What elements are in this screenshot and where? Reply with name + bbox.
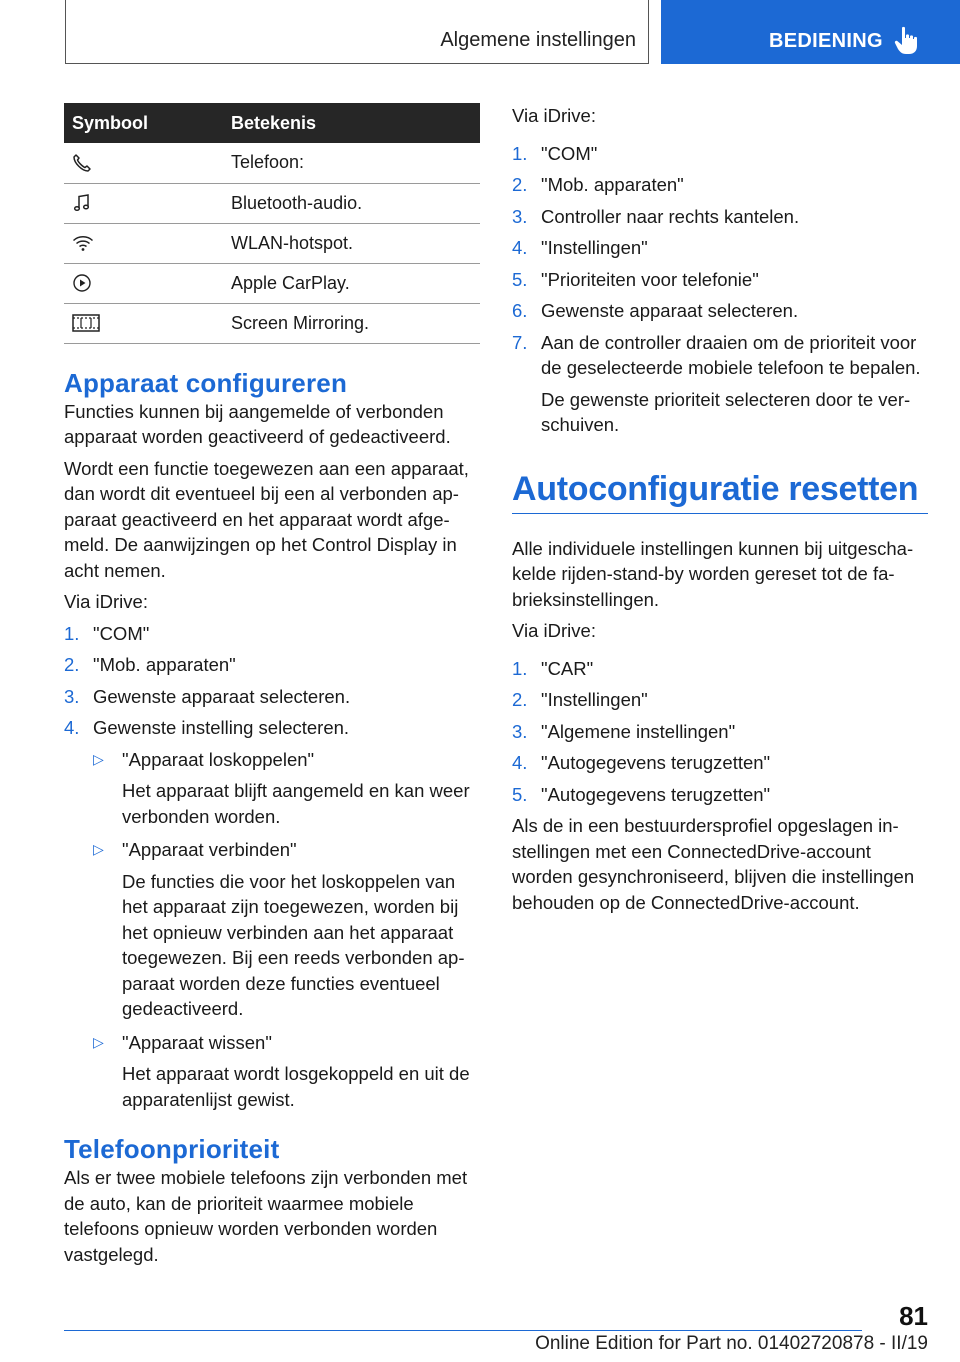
list-item <box>512 298 928 324</box>
step-text: Controller naar rechts kantelen. <box>541 205 800 227</box>
triangle-bullet-icon: ▷ <box>93 750 104 767</box>
meaning-cell: Apple CarPlay. <box>231 263 480 303</box>
reset-steps <box>512 656 928 808</box>
symbol-table <box>64 103 480 344</box>
step-number: 6. <box>512 300 528 321</box>
table-row <box>64 303 480 343</box>
step-number: 4. <box>64 717 80 738</box>
reset-via-idrive: Via iDrive: <box>512 620 596 641</box>
step-number: 2. <box>512 174 528 195</box>
wifi-icon <box>72 233 94 253</box>
meaning-cell: Telefoon: <box>231 143 480 183</box>
step-text: "Autogegevens terugzetten" <box>541 783 771 805</box>
reset-paragraph-2: Als de in een bestuurdersprofiel opgeslagen instellingen met een ConnectedDrive-account worden gesynchroniseerd, blijven die instellingen behouden op de ConnectedDrive-account. <box>512 815 915 913</box>
list-item <box>512 172 928 198</box>
configure-heading: Apparaat configureren <box>64 367 348 398</box>
option-label: "Apparaat verbinden" <box>122 839 297 860</box>
carplay-icon <box>72 273 92 293</box>
reset-heading: Autoconfiguratie resetten <box>512 469 919 508</box>
step-text: "Mob. apparaten" <box>93 654 236 675</box>
list-item <box>93 837 480 1022</box>
symbol-cell <box>64 263 231 303</box>
left-column <box>64 103 480 1267</box>
list-item <box>512 687 928 713</box>
list-item <box>512 267 928 293</box>
footer-rule <box>64 1330 862 1331</box>
heading-rule <box>512 513 928 514</box>
triangle-bullet-icon: ▷ <box>93 1033 104 1050</box>
symbol-table-header-row <box>64 103 480 143</box>
step-number: 1. <box>512 142 528 164</box>
list-item <box>93 747 480 830</box>
step-extra-text: De gewenste prioriteit selecteren door te verschuiven. <box>541 388 911 435</box>
meaning-cell: WLAN-hotspot. <box>231 223 480 263</box>
meaning-cell: Bluetooth-audio. <box>231 183 480 223</box>
header-divider <box>648 0 649 64</box>
list-item <box>64 684 480 710</box>
configure-paragraph-2: Wordt een functie toegewezen aan een apparaat, dan wordt dit eventueel bij een al verbonden apparaat geactiveerd en het apparaat wordt afgemeld. De aanwijzingen op het Control Display in acht nemen. <box>64 457 469 581</box>
screen-mirroring-icon <box>72 313 100 333</box>
step-text: "Mob. apparaten" <box>541 174 684 195</box>
step-number: 2. <box>512 689 528 710</box>
table-row <box>64 223 480 263</box>
step-text: "Instellingen" <box>541 237 648 258</box>
step-number: 3. <box>64 685 80 707</box>
table-row <box>64 183 480 223</box>
list-item <box>512 656 928 682</box>
page-number: 81 <box>899 1301 928 1331</box>
symbol-cell <box>64 303 231 343</box>
priority-heading: Telefoonprioriteit <box>64 1134 280 1164</box>
list-item <box>512 204 928 230</box>
list-item <box>512 141 928 167</box>
configure-steps <box>64 621 480 741</box>
header-bottom-rule <box>65 63 649 64</box>
option-label: "Apparaat wissen" <box>122 1031 272 1053</box>
option-description: Het apparaat blijft aangemeld en kan weer verbonden worden. <box>122 780 470 827</box>
column-header-symbol: Symbool <box>64 103 231 143</box>
list-item <box>512 235 928 261</box>
step-text: Gewenste apparaat selecteren. <box>541 300 799 321</box>
header-section-title: Algemene instellingen <box>440 29 636 51</box>
priority-steps <box>512 141 928 438</box>
phone-icon <box>72 153 92 173</box>
step-text: "COM" <box>541 142 598 164</box>
chapter-tab <box>661 0 960 64</box>
right-column <box>512 103 928 915</box>
configure-via-idrive: Via iDrive: <box>64 591 148 612</box>
step-number: 3. <box>512 205 528 227</box>
list-item <box>512 719 928 745</box>
step-text: Gewenste instelling selecteren. <box>93 717 350 738</box>
list-item <box>64 715 480 741</box>
list-item <box>512 750 928 776</box>
step-text: Gewenste apparaat selecteren. <box>93 685 351 707</box>
edition-info: Online Edition for Part no. 01402720878 - II/19 <box>535 1333 928 1354</box>
step-text: "Autogegevens terugzetten" <box>541 752 771 773</box>
symbol-cell <box>64 183 231 223</box>
configure-paragraph-1: Functies kunnen bij aangemelde of verbonden apparaat worden geactiveerd of gedeactiveerd. <box>64 400 451 447</box>
table-row <box>64 263 480 303</box>
symbol-cell <box>64 223 231 263</box>
symbol-cell <box>64 143 231 183</box>
option-description: De functies die voor het loskoppelen van het apparaat zijn toegewezen, worden bij het opnieuw verbinden aan het apparaat toegewezen. Bij een reeds verbonden apparaat worden deze functies eventueel gedeactiveerd. <box>122 870 465 1019</box>
step-number: 4. <box>512 752 528 773</box>
list-item <box>512 330 928 438</box>
step-text: Aan de controller draaien om de prioriteit voor de geselecteerde mobiele telefoon te bepalen. <box>541 331 921 378</box>
reset-paragraph-1: Alle individuele instellingen kunnen bij uitgeschakelde rijden-stand-by worden gereset tot de fabrieksinstellingen. <box>512 537 914 610</box>
priority-paragraph: Als er twee mobiele telefoons zijn verbonden met de auto, kan de prioriteit waarmee mobiele telefoons opnieuw worden verbonden worden vastgelegd. <box>64 1167 468 1265</box>
step-text: "Algemene instellingen" <box>541 720 736 742</box>
column-header-meaning: Betekenis <box>231 103 480 143</box>
step-number: 5. <box>512 783 528 805</box>
list-item <box>512 782 928 808</box>
step-number: 4. <box>512 237 528 258</box>
option-description: Het apparaat wordt losgekoppeld en uit de apparatenlijst gewist. <box>122 1063 470 1110</box>
step-number: 5. <box>512 268 528 290</box>
step-number: 7. <box>512 331 528 353</box>
triangle-bullet-icon: ▷ <box>93 841 104 857</box>
list-item <box>93 1030 480 1113</box>
list-item <box>64 621 480 647</box>
step-number: 2. <box>64 654 80 675</box>
priority-via-idrive: Via iDrive: <box>512 105 596 126</box>
page-header <box>0 0 960 66</box>
meaning-cell: Screen Mirroring. <box>231 303 480 343</box>
music-note-icon <box>72 193 92 213</box>
step-number: 3. <box>512 720 528 742</box>
option-label: "Apparaat loskoppelen" <box>122 748 315 770</box>
table-row <box>64 143 480 183</box>
step-number: 1. <box>512 657 528 679</box>
step-text: "Prioriteiten voor telefonie" <box>541 268 759 290</box>
step-number: 1. <box>64 622 80 644</box>
chapter-label: BEDIENING <box>769 30 883 52</box>
step-text: "COM" <box>93 622 150 644</box>
pointing-hand-icon <box>894 26 920 56</box>
list-item <box>64 652 480 678</box>
header-left-rule <box>65 0 66 64</box>
configure-options <box>93 747 480 1113</box>
step-text: "Instellingen" <box>541 689 648 710</box>
step-text: "CAR" <box>541 657 594 679</box>
